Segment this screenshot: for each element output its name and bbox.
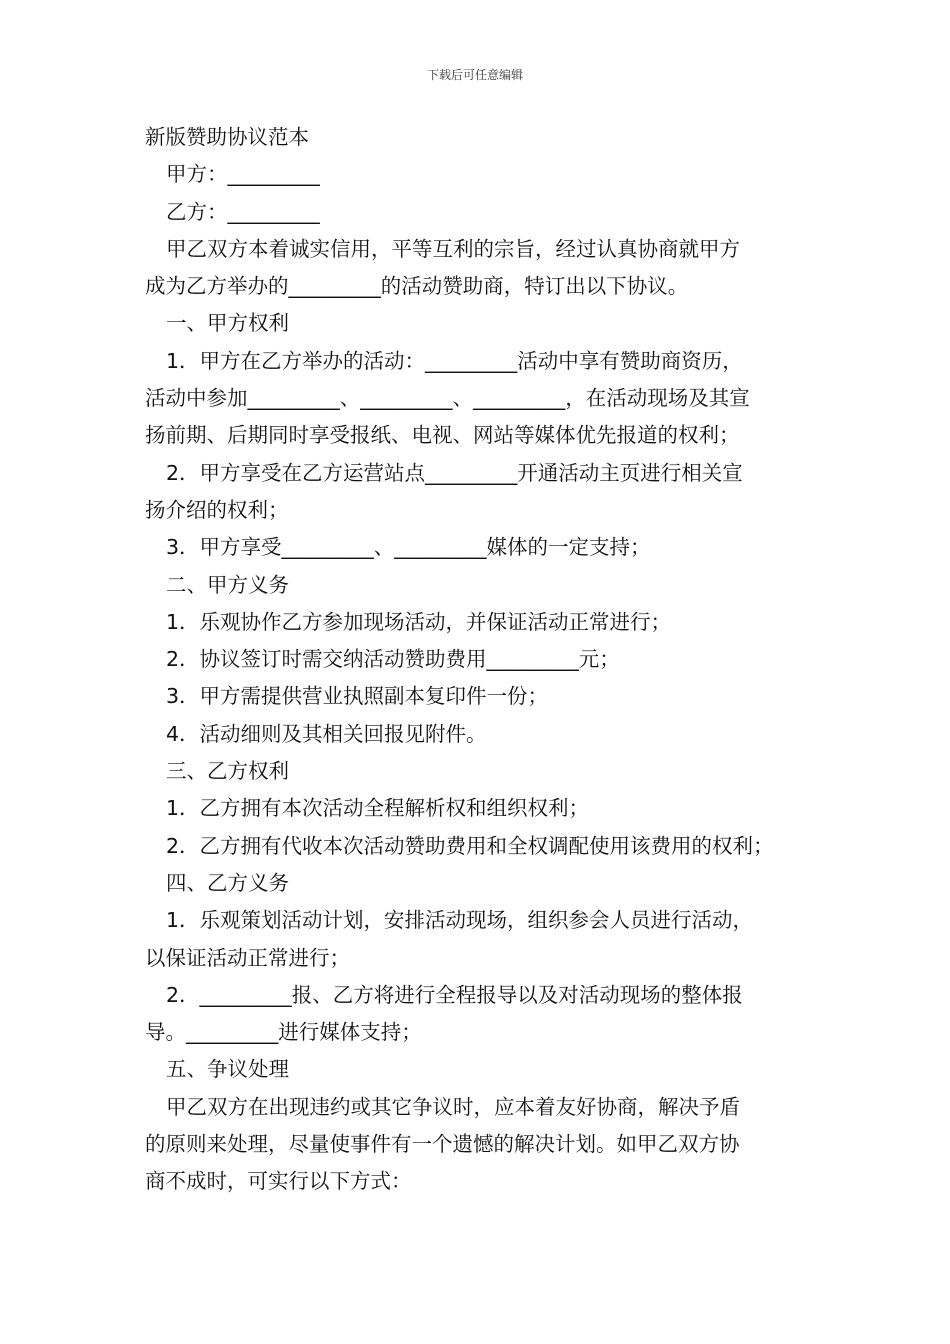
text-line: 1．乐观策划活动计划，安排活动现场，组织参会人员进行活动，	[166, 908, 754, 933]
text-line: 1．乙方拥有本次活动全程解析权和组织权利；	[166, 796, 590, 821]
text-line: 商不成时，可实行以下方式：	[145, 1169, 412, 1194]
text-line: 扬前期、后期同时享受报纸、电视、网站等媒体优先报道的权利；	[145, 423, 740, 448]
text-line: 活动中参加_________、_________、_________，在活动现场及其宣	[145, 386, 750, 411]
party-b-line: 乙方：_________	[166, 199, 320, 224]
text-line: 三、乙方权利	[166, 759, 289, 784]
header-note: 下载后可任意编辑	[426, 68, 523, 82]
text-line: 二、甲方义务	[166, 572, 289, 597]
text-line: 2．协议签订时需交纳活动赞助费用_________元；	[166, 647, 620, 672]
text-line: 3．甲方需提供营业执照副本复印件一份；	[166, 684, 549, 709]
party-a-line: 甲方：_________	[166, 162, 320, 187]
text-line: 2．_________报、乙方将进行全程报导以及对活动现场的整体报	[166, 982, 743, 1007]
text-line: 甲乙双方在出现违约或其它争议时，应本着友好协商，解决予盾	[166, 1094, 740, 1119]
document-body	[145, 119, 825, 1201]
document-title: 新版赞助协议范本	[145, 125, 309, 149]
text-line: 甲乙双方本着诚实信用，平等互利的宗旨，经过认真协商就甲方	[166, 236, 740, 261]
body-lines	[145, 231, 825, 1201]
text-line: 成为乙方举办的_________的活动赞助商，特订出以下协议。	[145, 274, 689, 299]
text-line: 五、争议处理	[166, 1057, 289, 1082]
text-line: 的原则来处理，尽量使事件有一个遗憾的解决计划。如甲乙双方协	[145, 1132, 740, 1157]
text-line: 1．甲方在乙方举办的活动：_________活动中享有赞助商资历，	[166, 348, 743, 373]
text-line: 2．甲方享受在乙方运营站点_________开通活动主页进行相关宣	[166, 460, 743, 485]
text-line: 一、甲方权利	[166, 311, 289, 336]
text-line: 扬介绍的权利；	[145, 497, 289, 522]
text-line: 导。_________进行媒体支持；	[145, 1020, 422, 1045]
text-line: 4．活动细则及其相关回报见附件。	[166, 721, 487, 746]
text-line: 1．乐观协作乙方参加现场活动，并保证活动正常进行；	[166, 609, 672, 634]
text-line: 以保证活动正常进行；	[145, 945, 350, 970]
text-line: 四、乙方义务	[166, 870, 289, 895]
text-line: 2．乙方拥有代收本次活动赞助费用和全权调配使用该费用的权利；	[166, 833, 774, 858]
text-line: 3．甲方享受_________、_________媒体的一定支持；	[166, 535, 651, 560]
